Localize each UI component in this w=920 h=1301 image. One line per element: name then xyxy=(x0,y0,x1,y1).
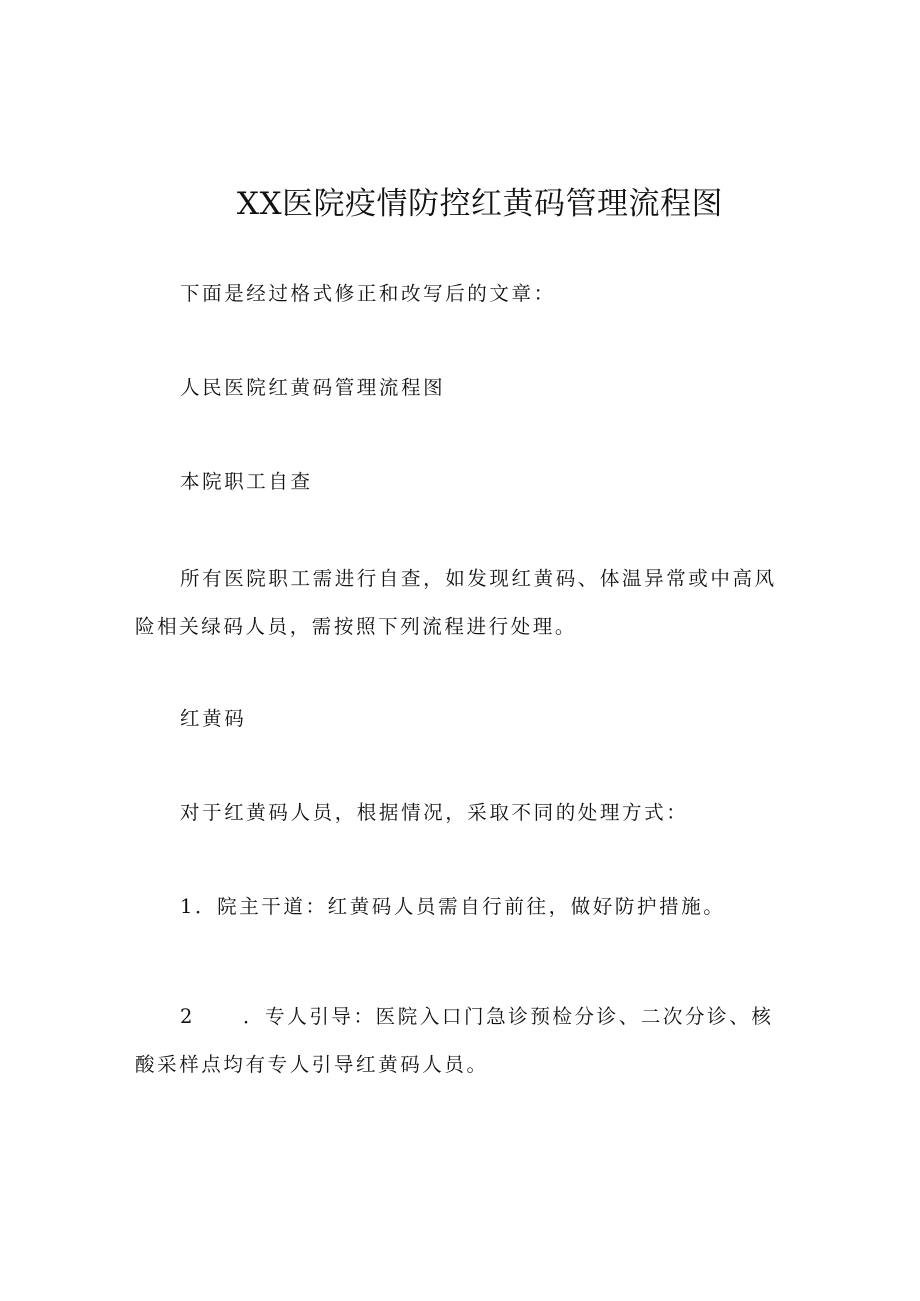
subtitle-paragraph: 人民医院红黄码管理流程图 xyxy=(180,376,446,399)
list-item-2-number: 2 xyxy=(180,1005,196,1028)
list-item-1: 1．院主干道：红黄码人员需自行前往，做好防护措施。 xyxy=(180,895,726,918)
section-heading-self-check: 本院职工自查 xyxy=(180,470,313,493)
self-check-body-paragraph: 所有医院职工需进行自查，如发现红黄码、体温异常或中高风险相关绿码人员，需按照下列流程进行处理。 xyxy=(135,567,777,638)
document-title: XX医院疫情防控红黄码管理流程图 xyxy=(236,186,724,222)
intro-paragraph: 下面是经过格式修正和改写后的文章： xyxy=(180,282,556,305)
list-item-2-text: ．专人引导：医院入口门急诊预检分诊、二次分诊、核酸采样点均有专人引导红黄码人员。 xyxy=(135,1005,774,1076)
list-item-2 xyxy=(135,993,785,1089)
red-yellow-body-paragraph: 对于红黄码人员，根据情况，采取不同的处理方式： xyxy=(180,801,689,824)
section-heading-red-yellow: 红黄码 xyxy=(180,707,247,730)
